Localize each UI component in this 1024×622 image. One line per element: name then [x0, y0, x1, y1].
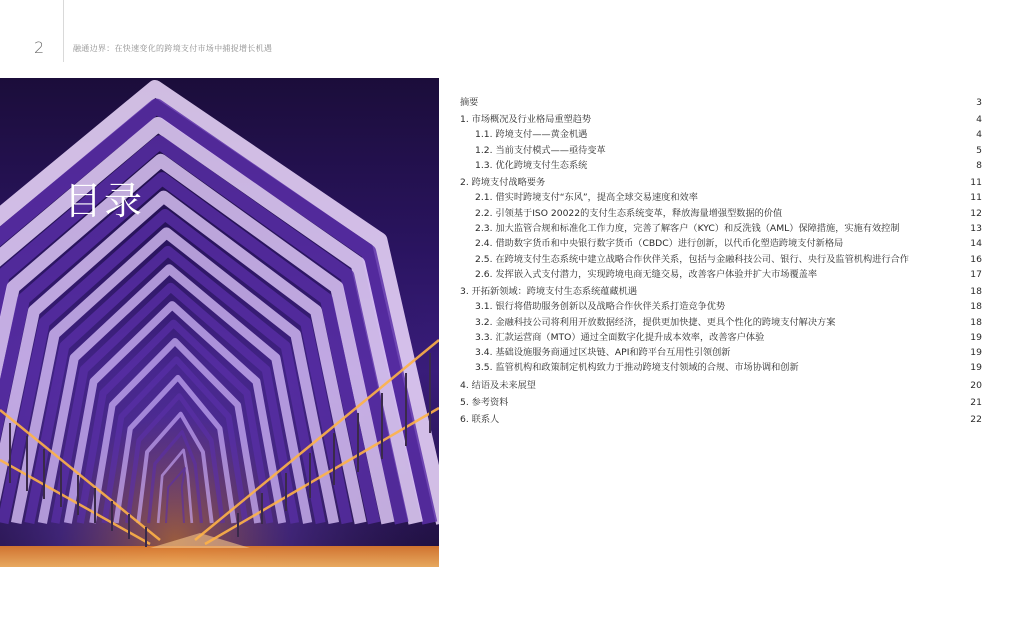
- toc-entry-page: 19: [970, 347, 982, 359]
- toc-entry-page: 19: [970, 331, 982, 343]
- toc-section-entry[interactable]: [460, 412, 982, 427]
- toc-entry-label: 5. 参考资料: [460, 396, 509, 408]
- toc-entry-page: 17: [970, 268, 982, 280]
- toc-entry-label: 摘要: [460, 97, 479, 108]
- toc-subsection-entry[interactable]: [460, 360, 982, 375]
- toc-subsection-entry[interactable]: [460, 252, 982, 267]
- toc-entry-label: 2.5. 在跨境支付生态系统中建立战略合作伙伴关系，包括与金融科技公司、银行、央行及监管机构进行合作: [475, 253, 909, 265]
- toc-subsection-entry[interactable]: [460, 158, 982, 173]
- toc-section-entry[interactable]: [460, 378, 982, 393]
- toc-subsection-entry[interactable]: [460, 315, 982, 330]
- toc-entry-page: 4: [976, 129, 982, 141]
- toc-entry-page: 18: [970, 301, 982, 313]
- toc-entry-label: 1.2. 当前支付模式——亟待变革: [475, 144, 606, 156]
- toc-entry-label: 3.5. 监管机构和政策制定机构致力于推动跨境支付领域的合规、市场协调和创新: [475, 362, 799, 374]
- toc-entry-page: 13: [970, 222, 982, 234]
- toc-subsection-entry[interactable]: [460, 236, 982, 251]
- toc-entry-page: 22: [970, 413, 982, 425]
- table-of-contents: [460, 95, 982, 427]
- toc-section-entry[interactable]: [460, 175, 982, 190]
- toc-section-entry[interactable]: [460, 112, 982, 127]
- toc-entry-page: 18: [970, 316, 982, 328]
- toc-entry-label: 3.3. 汇款运营商（MTO）通过全面数字化提升成本效率，改善客户体验: [475, 331, 765, 343]
- toc-entry-label: 1. 市场概况及行业格局重塑趋势: [460, 114, 592, 126]
- toc-entry-label: 1.1. 跨境支付——黄金机遇: [475, 129, 588, 141]
- toc-entry-label: 1.3. 优化跨境支付生态系统: [475, 159, 588, 171]
- toc-entry-page: 18: [970, 285, 982, 297]
- toc-section-entry[interactable]: [460, 284, 982, 299]
- toc-entry-page: 12: [970, 207, 982, 219]
- toc-entry-label: 6. 联系人: [460, 413, 500, 425]
- toc-entry-label: 3. 开拓新领域：跨境支付生态系统蕴藏机遇: [460, 285, 638, 297]
- toc-entry-label: 2.3. 加大监管合规和标准化工作力度，完善了解客户（KYC）和反洗钱（AML）保障措施，实施有效控制: [475, 222, 900, 234]
- page-number: 2: [34, 38, 45, 57]
- toc-section-entry[interactable]: [460, 95, 982, 110]
- toc-entry-page: 21: [970, 396, 982, 408]
- toc-entry-page: 16: [970, 253, 982, 265]
- page-title: 目录: [64, 179, 145, 223]
- toc-entry-label: 2.4. 借助数字货币和中央银行数字货币（CBDC）进行创新，以代币化塑造跨境支付新格局: [475, 238, 844, 250]
- toc-subsection-entry[interactable]: [460, 143, 982, 158]
- toc-entry-page: 14: [970, 238, 982, 250]
- toc-entry-label: 2.2. 引领基于ISO 20022的支付生态系统变革，释放海量增强型数据的价值: [475, 207, 783, 219]
- toc-entry-label: 4. 结语及未来展望: [460, 379, 536, 391]
- toc-entry-label: 3.4. 基础设施服务商通过区块链、API和跨平台互用性引领创新: [475, 347, 731, 359]
- toc-subsection-entry[interactable]: [460, 221, 982, 236]
- toc-entry-label: 2.1. 借实时跨境支付“东风”，提高全球交易速度和效率: [475, 192, 698, 204]
- toc-entry-label: 2.6. 发挥嵌入式支付潜力，实现跨境电商无缝交易，改善客户体验并扩大市场覆盖率: [475, 268, 818, 280]
- toc-subsection-entry[interactable]: [460, 206, 982, 221]
- toc-entry-page: 11: [970, 177, 982, 189]
- toc-entry-page: 5: [976, 144, 982, 156]
- toc-entry-label: 3.2. 金融科技公司将利用开放数据经济，提供更加快捷、更具个性化的跨境支付解决方案: [475, 316, 836, 328]
- toc-entry-page: 8: [976, 159, 982, 171]
- toc-subsection-entry[interactable]: [460, 127, 982, 142]
- toc-subsection-entry[interactable]: [460, 267, 982, 282]
- toc-subsection-entry[interactable]: [460, 345, 982, 360]
- toc-entry-page: 11: [970, 192, 982, 204]
- toc-subsection-entry[interactable]: [460, 190, 982, 205]
- toc-entry-page: 3: [976, 97, 982, 108]
- running-title: 融通边界：在快速变化的跨境支付市场中捕捉增长机遇: [73, 44, 273, 53]
- toc-entry-page: 4: [976, 114, 982, 126]
- hero-image: [0, 78, 439, 567]
- toc-entry-page: 20: [970, 379, 982, 391]
- toc-subsection-entry[interactable]: [460, 330, 982, 345]
- toc-entry-page: 19: [970, 362, 982, 374]
- tunnel-illustration: [0, 78, 439, 567]
- toc-section-entry[interactable]: [460, 395, 982, 410]
- toc-subsection-entry[interactable]: [460, 299, 982, 314]
- header-divider: [63, 0, 64, 62]
- toc-entry-label: 2. 跨境支付战略要务: [460, 177, 546, 189]
- toc-entry-label: 3.1. 银行将借助服务创新以及战略合作伙伴关系打造竞争优势: [475, 301, 726, 313]
